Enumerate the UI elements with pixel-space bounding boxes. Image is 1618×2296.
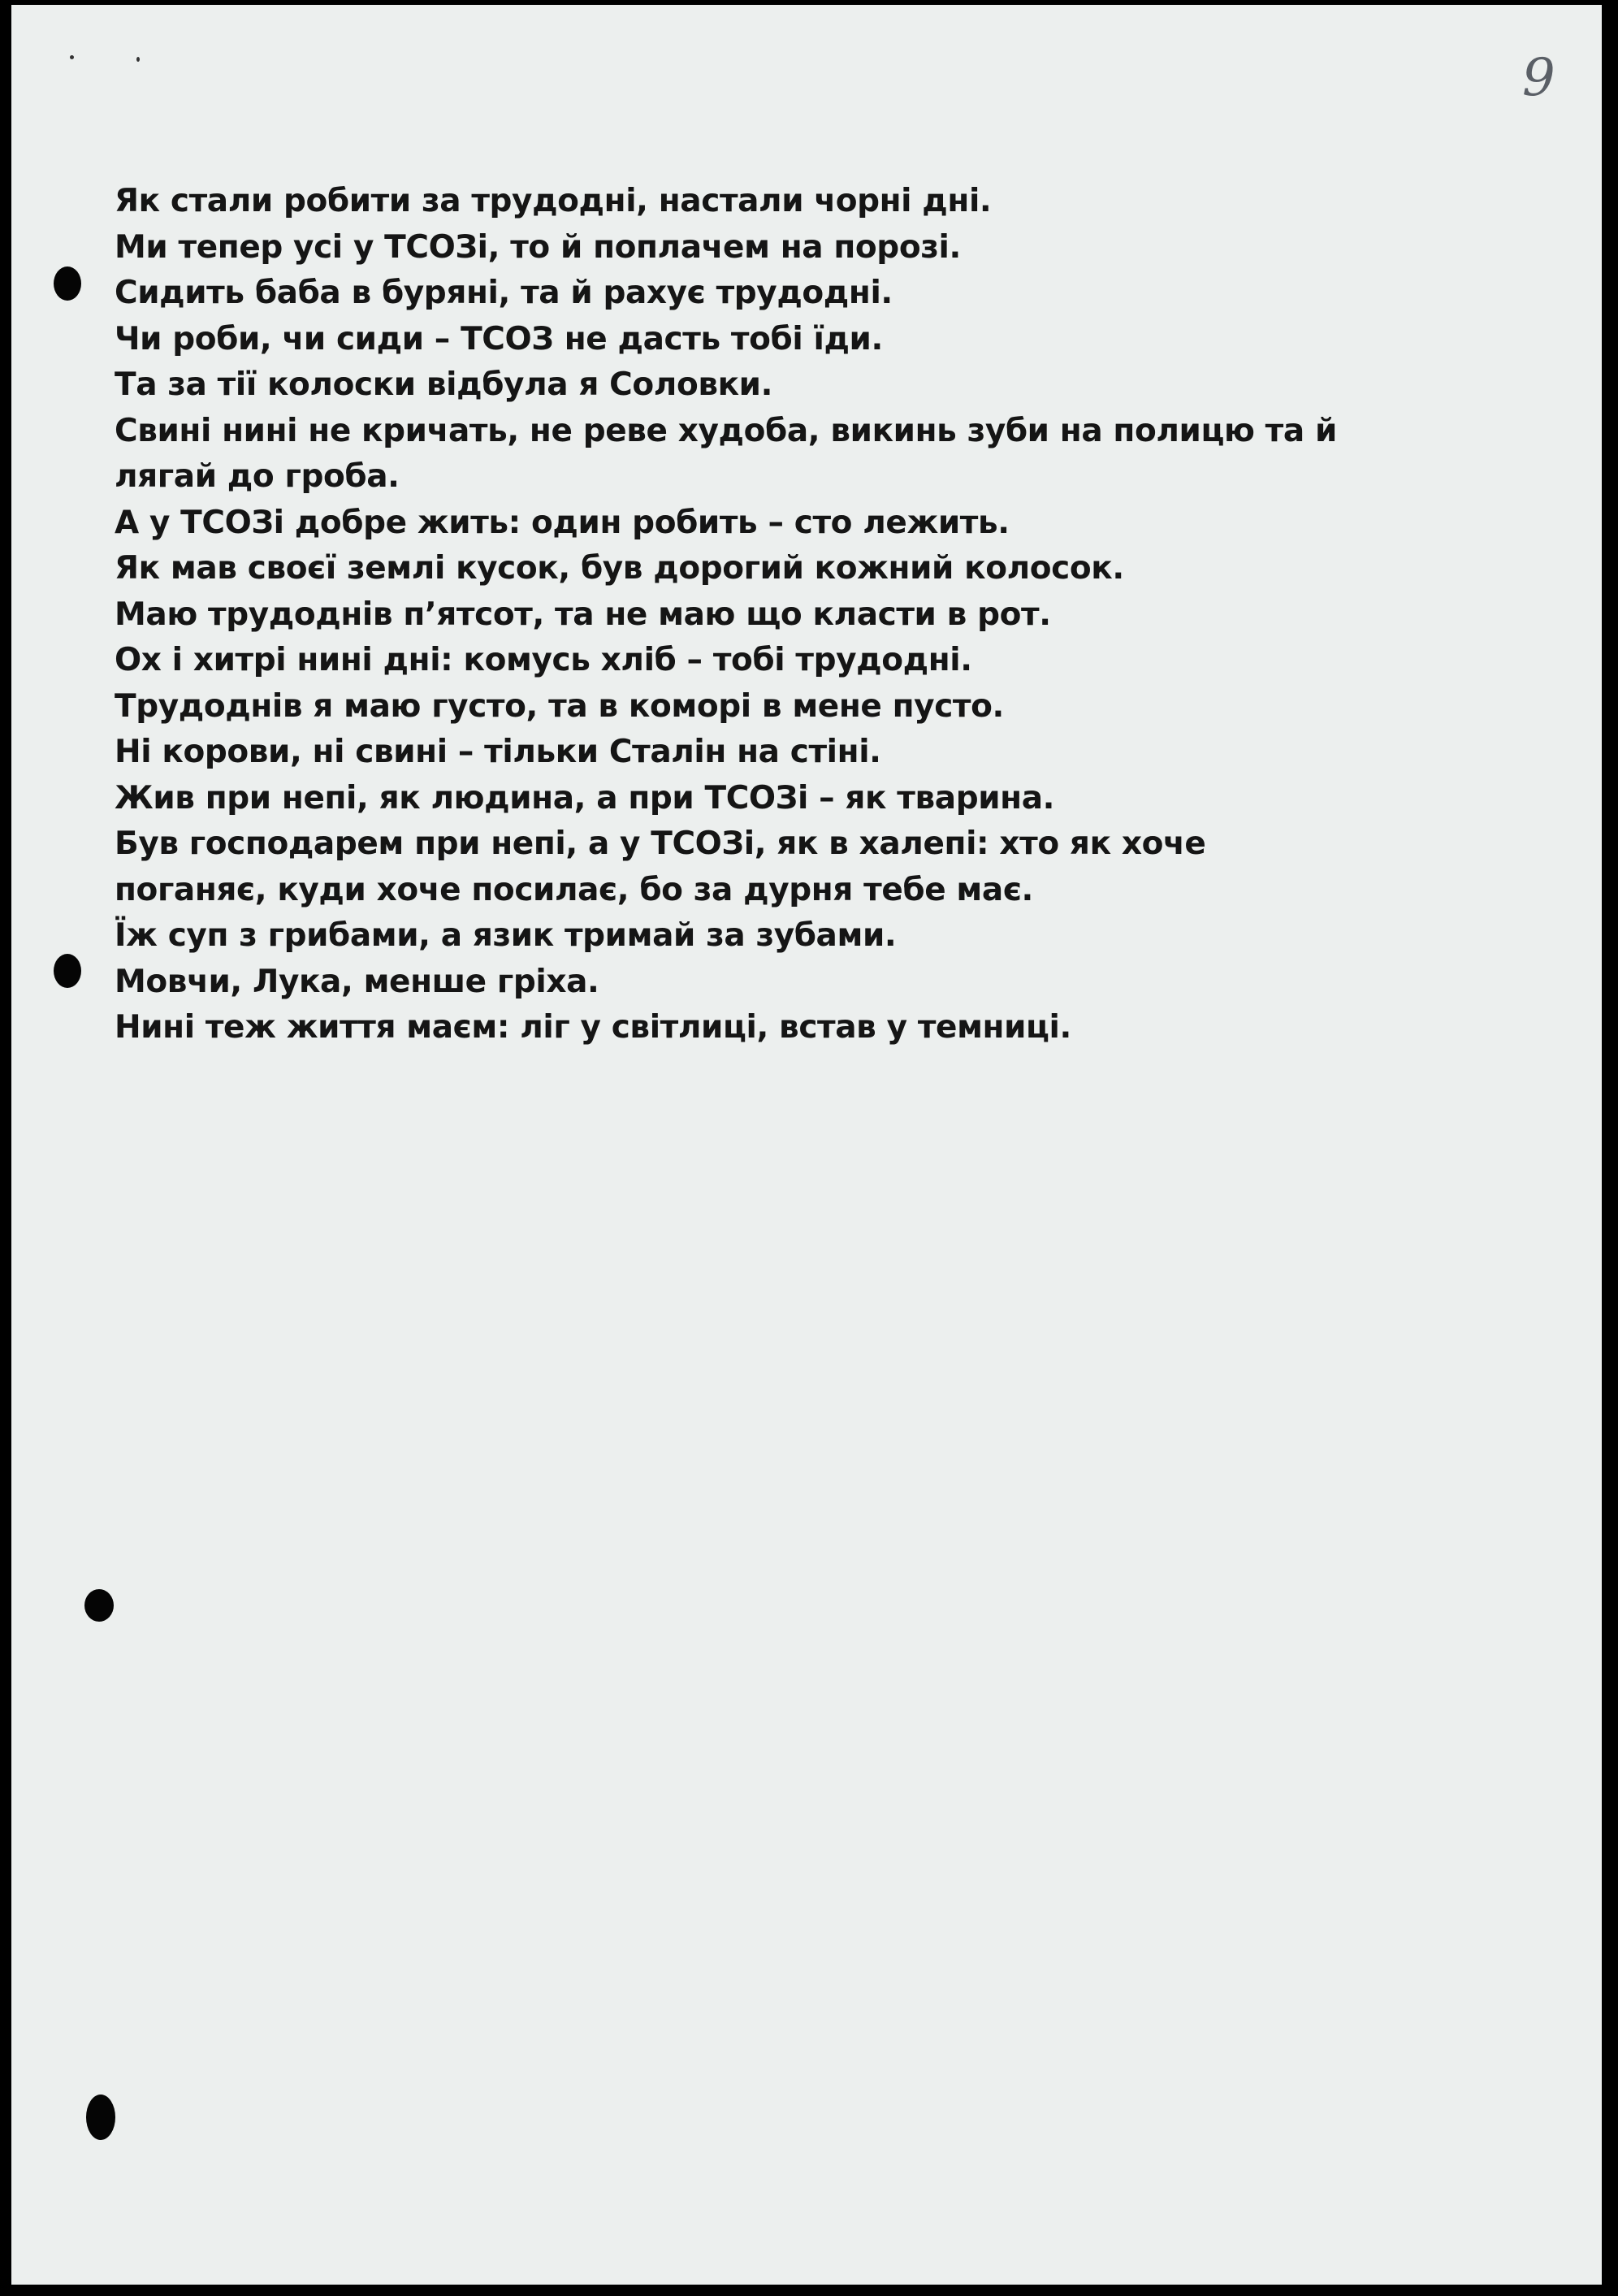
- text-line: Нині теж життя маєм: ліг у світлиці, встав у темниці.: [115, 1009, 1071, 1046]
- document-page: [11, 5, 1602, 2285]
- text-line: Мовчи, Лука, менше гріха.: [115, 963, 599, 1000]
- punch-hole: [54, 266, 81, 301]
- text-line: Ми тепер усі у ТСОЗі, то й поплачем на порозі.: [115, 228, 961, 266]
- text-line: Маю трудоднів п’ятсот, та не маю що класти в рот.: [115, 596, 1051, 633]
- page-number: 9: [1522, 48, 1555, 108]
- text-line: Ох і хитрі нині дні: комусь хліб – тобі трудодні.: [115, 642, 972, 678]
- text-line: Як стали робити за трудодні, настали чорні дні.: [115, 183, 992, 219]
- text-line: лягай до гроба.: [115, 458, 400, 495]
- text-line: Чи роби, чи сиди – ТСОЗ не дасть тобі їди.: [115, 320, 883, 357]
- text-line: Трудоднів я маю густо, та в коморі в мене пусто.: [115, 687, 1004, 725]
- text-line: Ні корови, ні свині – тільки Сталін на стіні.: [115, 734, 881, 770]
- text-line: Сидить баба в буряні, та й рахує трудодні.: [115, 275, 893, 311]
- text-line: Їж суп з грибами, а язик тримай за зубами.: [115, 917, 897, 954]
- text-line: Та за тії колоски відбула я Соловки.: [115, 366, 773, 403]
- text-line: Жив при непі, як людина, а при ТСОЗі – як тварина.: [115, 779, 1055, 817]
- text-line: поганяє, куди хоче посилає, бо за дурня тебе має.: [115, 871, 1033, 908]
- punch-hole: [86, 2095, 115, 2140]
- scan-speck: [70, 55, 74, 59]
- text-line: Як мав своєї землі кусок, був дорогий кожний колосок.: [115, 550, 1124, 587]
- scan-speck: [136, 57, 140, 62]
- punch-hole: [54, 954, 81, 988]
- text-line: А у ТСОЗі добре жить: один робить – сто лежить.: [115, 504, 1010, 541]
- text-line: Був господарем при непі, а у ТСОЗі, як в халепі: хто як хоче: [115, 825, 1206, 862]
- punch-hole: [84, 1589, 114, 1622]
- proverbs-text: [115, 179, 1479, 1051]
- text-line: Свині нині не кричать, не реве худоба, викинь зуби на полицю та й: [115, 412, 1337, 449]
